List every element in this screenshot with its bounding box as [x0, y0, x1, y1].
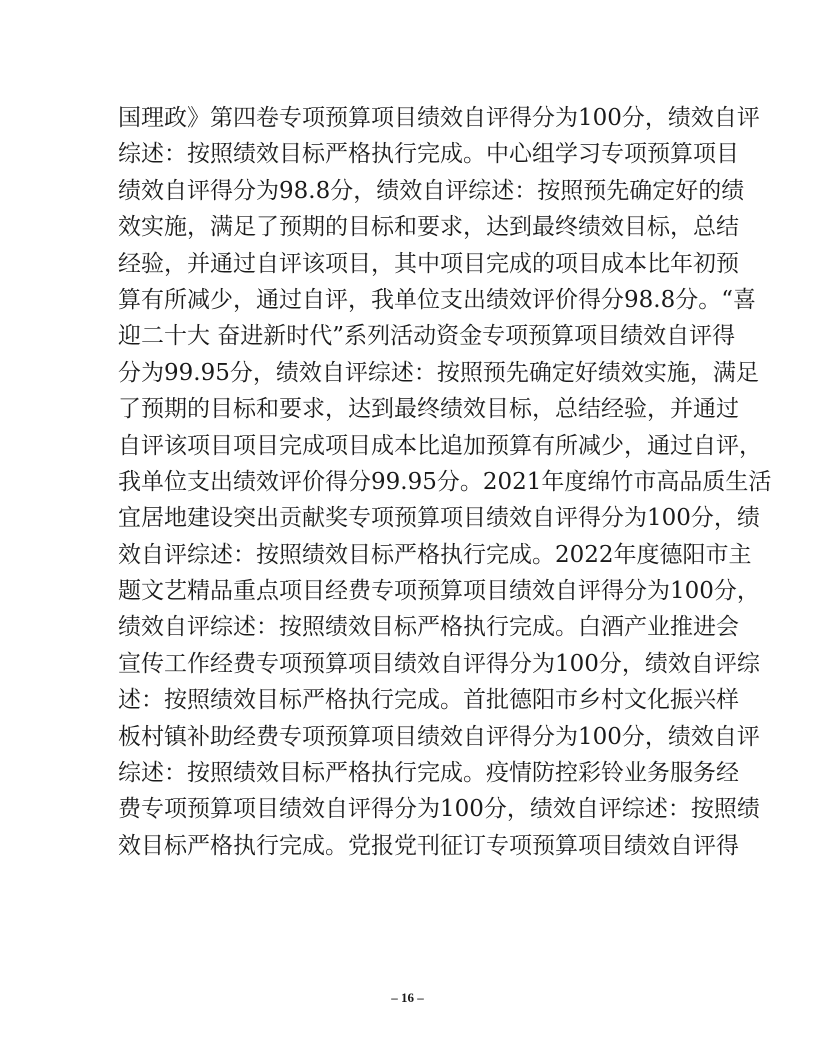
- text-line: 分为99.95分，绩效自评综述：按照预先确定好绩效实施，满足: [118, 359, 759, 386]
- text-line: 我单位支出绩效评价得分99.95分。2021年度绵竹市高品质生活: [118, 468, 772, 495]
- text-line: 综述：按照绩效目标严格执行完成。疫情防控彩铃业务服务经: [118, 760, 739, 787]
- text-line: 绩效自评综述：按照绩效目标严格执行完成。白酒产业推进会: [118, 614, 739, 641]
- page-number: – 16 –: [391, 990, 424, 1005]
- text-line: 述：按照绩效目标严格执行完成。首批德阳市乡村文化振兴样: [118, 687, 739, 714]
- text-line: 费专项预算项目绩效自评得分为100分，绩效自评综述：按照绩: [118, 796, 760, 823]
- body-paragraph: [118, 100, 772, 864]
- text-line: 效实施，满足了预期的目标和要求，达到最终绩效目标，总结: [118, 214, 739, 241]
- text-line: 了预期的目标和要求，达到最终绩效目标，总结经验，并通过: [118, 396, 739, 423]
- text-line: 算有所减少，通过自评，我单位支出绩效评价得分98.8分。“喜: [118, 286, 756, 313]
- text-line: 效自评综述：按照绩效目标严格执行完成。2022年度德阳市主: [118, 541, 752, 568]
- text-line: 宜居地建设突出贡献奖专项预算项目绩效自评得分为100分，绩: [118, 505, 760, 532]
- text-line: 效目标严格执行完成。党报党刊征订专项预算项目绩效自评得: [118, 832, 739, 859]
- text-line: 题文艺精品重点项目经费专项预算项目绩效自评得分为100分，: [118, 578, 760, 605]
- text-line: 经验，并通过自评该项目，其中项目完成的项目成本比年初预: [118, 250, 739, 277]
- text-line: 宣传工作经费专项预算项目绩效自评得分为100分，绩效自评综: [118, 650, 760, 677]
- text-line: 板村镇补助经费专项预算项目绩效自评得分为100分，绩效自评: [118, 723, 760, 750]
- text-line: 综述：按照绩效目标严格执行完成。中心组学习专项预算项目: [118, 141, 739, 168]
- text-line: 迎二十大 奋进新时代”系列活动资金专项预算项目绩效自评得: [118, 323, 736, 350]
- text-line: 国理政》第四卷专项预算项目绩效自评得分为100分，绩效自评: [118, 105, 760, 131]
- text-line: 自评该项目项目完成项目成本比追加预算有所减少，通过自评，: [118, 432, 762, 459]
- text-line: 绩效自评得分为98.8分，绩效自评综述：按照预先确定好的绩: [118, 177, 745, 204]
